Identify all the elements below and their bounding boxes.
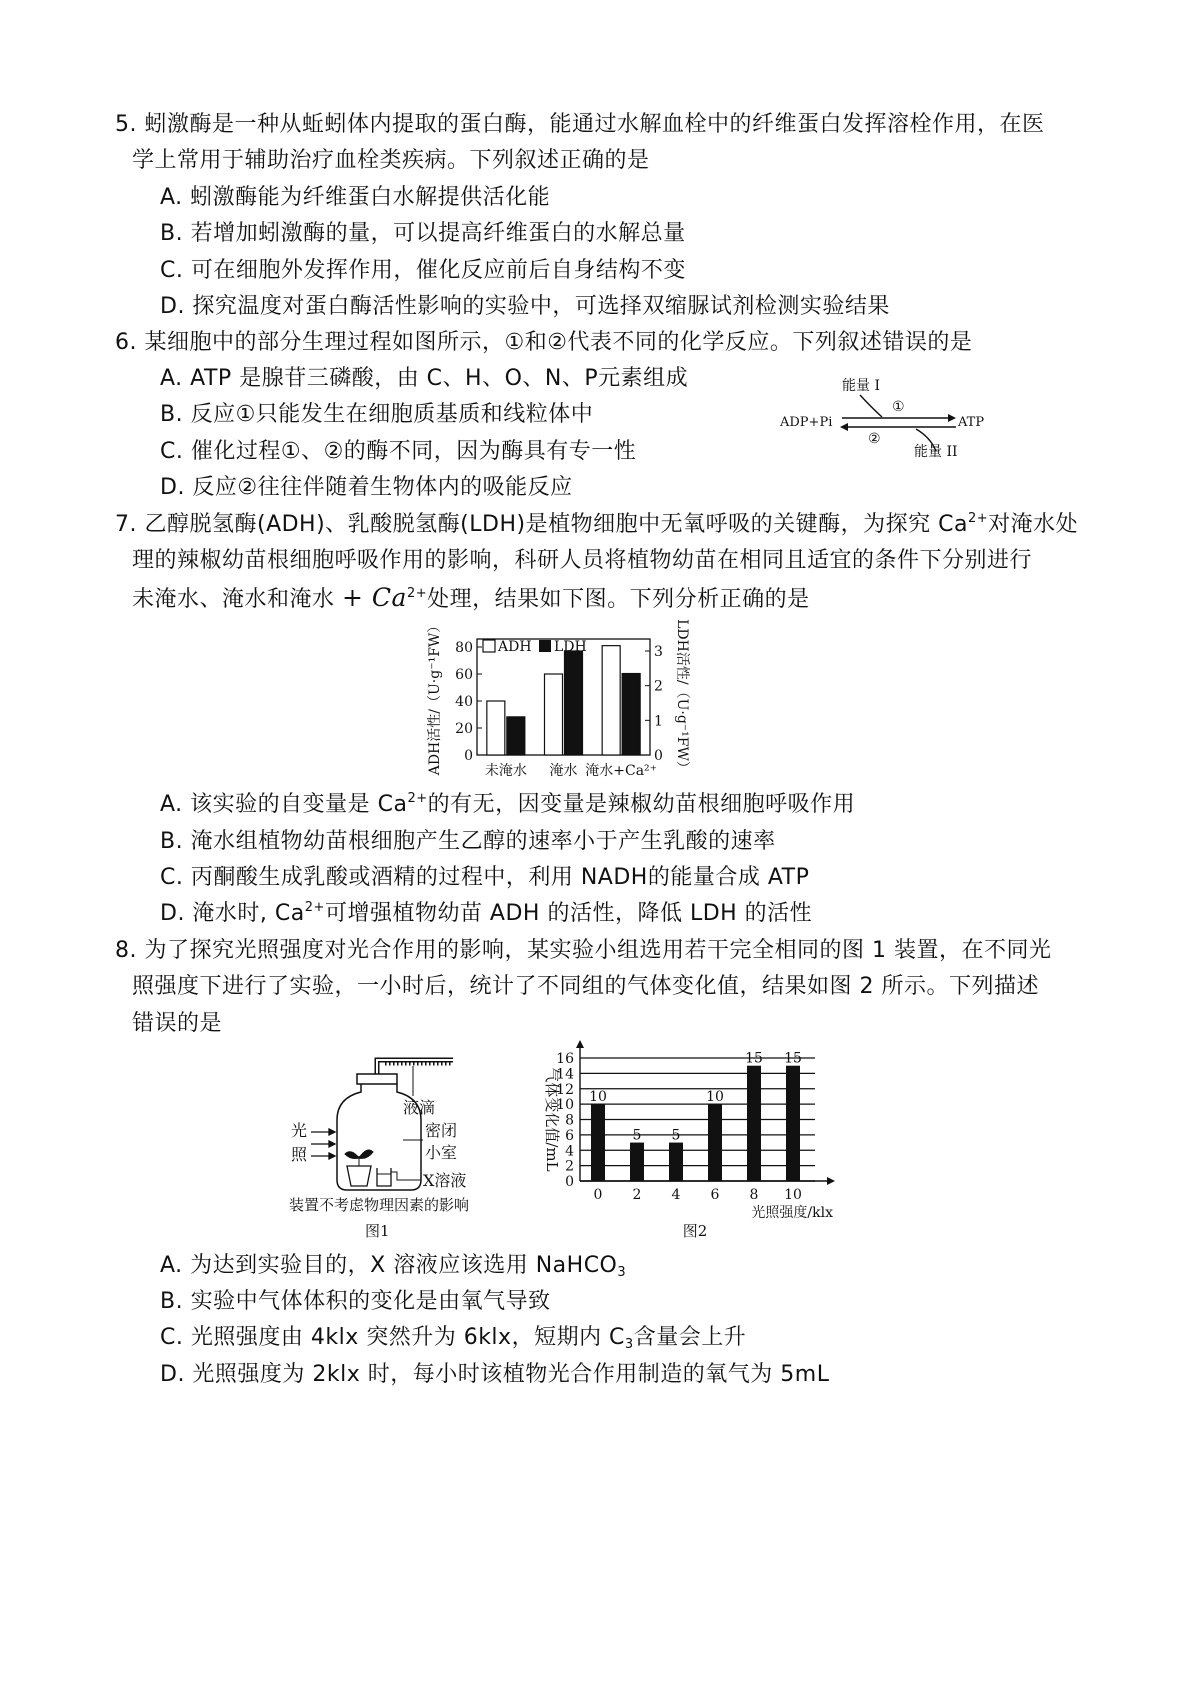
enzyme-activity-chart [420,615,720,785]
sealed-label-1: 密闭 [425,1121,458,1140]
energy-1-label: 能量 I [842,378,880,394]
q7-d-sup: 2+ [304,900,325,915]
data-label: 5 [632,1127,642,1144]
y-axis-arrow [576,1040,584,1048]
y2-axis-label: LDH活性/（U·g⁻¹FW） [674,619,690,775]
q8-stem-line1: 8. 为了探究光照强度对光合作用的影响，某实验小组选用若干完全相同的图 1 装置，在不同光 [115,938,1052,963]
q6-option-a: A. ATP 是腺苷三磷酸，由 C、H、O、N、P元素组成 [160,366,689,391]
x-tick-label: 0 [593,1187,603,1203]
q8-stem-line2: 照强度下进行了实验，一小时后，统计了不同组的气体变化值，结果如图 2 所示。下列描述 [132,974,1039,999]
x-tick-label: 6 [710,1187,720,1203]
bar [747,1066,761,1181]
q7-option-d [160,899,812,929]
y-tick-label: 16 [556,1051,574,1067]
q7-stem-line2: 理的辣椒幼苗根细胞呼吸作用的影响，科研人员将植物幼苗在相同且适宜的条件下分别进行 [132,548,1033,573]
fig2-caption: 图2 [682,1222,708,1240]
atp-cycle-diagram [780,373,1000,463]
y-tick-label: 80 [455,640,473,656]
x-tick-label: 淹水+Ca²⁺ [585,763,658,779]
q8-stem-line3: 错误的是 [132,1011,223,1036]
reverse-arrow-head [840,423,848,431]
x-tick-label: 淹水 [549,763,578,779]
bar [786,1066,800,1181]
y-tick-label: 2 [565,1158,574,1175]
sealed-label-2: 小室 [425,1143,458,1162]
beaker [377,1168,391,1186]
x-axis-label: 光照强度/klx [751,1205,833,1221]
energy-1-arrow [860,395,882,417]
q7-option-c: C. 丙酮酸生成乳酸或酒精的过程中，利用 NADH的能量合成 ATP [160,865,810,890]
x-tick-label: 未淹水 [484,763,527,779]
y-tick-label: 20 [455,721,473,737]
q7-line1-sup: 2+ [967,511,989,526]
y-tick-label: 60 [455,667,473,683]
x-tick-label: 10 [784,1187,802,1203]
q7-stem-line1 [115,510,1078,540]
y-tick-label: 0 [464,748,473,764]
y-tick-label: 8 [565,1112,574,1129]
glass-tube [377,1060,453,1074]
bar-adh [487,701,505,755]
bar-ldh [622,674,640,755]
q7-a-text: A. 该实验的自变量是 Ca [160,792,408,817]
q8-c-text-end: 含量会上升 [633,1325,747,1350]
q7-line3-sup: 2+ [406,586,428,601]
y-tick-label: 0 [565,1174,574,1190]
solution-label: X溶液 [423,1171,467,1190]
q5-option-d: D. 探究温度对蛋白酶活性影响的实验中，可选择双缩脲试剂检测实验结果 [160,294,890,319]
y-tick-label: 4 [565,1143,574,1160]
adp-label: ADP+Pi [780,415,833,430]
stopper [357,1074,397,1084]
q7-a-text-end: 的有无，因变量是辣椒幼苗根细胞呼吸作用 [427,792,856,817]
q7-a-sup: 2+ [407,791,428,806]
q7-line1-text: 7. 乙醇脱氢酶(ADH)、乳酸脱氢酶(LDH)是植物细胞中无氧呼吸的关键酶，为探究 Ca [115,512,968,537]
bar-ldh [507,717,525,755]
data-label: 15 [784,1050,802,1067]
q8-a-sub: 3 [617,1265,627,1280]
q5-stem-line1: 5. 蚓激酶是一种从蚯蚓体内提取的蛋白酶，能通过水解血栓中的纤维蛋白发挥溶栓作用，在医 [115,112,1045,137]
legend-label-adh: ADH [498,639,532,655]
atp-label: ATP [958,415,985,430]
q8-option-b: B. 实验中气体体积的变化是由氧气导致 [160,1289,551,1314]
plant-leaves [345,1150,373,1166]
y2-tick-label: 1 [654,713,663,730]
x-tick-label: 8 [749,1187,759,1203]
reaction-1-label: ① [892,399,905,415]
data-label: 10 [589,1089,607,1106]
q6-option-b: B. 反应①只能发生在细胞质基质和线粒体中 [160,402,594,427]
x-tick-label: 4 [671,1187,681,1203]
y2-tick-label: 0 [654,748,663,764]
x-axis-arrow [827,1177,835,1185]
q8-option-c [160,1323,746,1353]
drop-label: 液滴 [403,1098,436,1117]
y-tick-label: 14 [556,1066,574,1083]
q7-line1-text-end: 对淹水处 [988,512,1079,537]
q7-line3-text-end: 处理，结果如下图。下列分析正确的是 [427,587,810,612]
q8-option-d: D. 光照强度为 2klx 时，每小时该植物光合作用制造的氧气为 5mL [160,1362,830,1387]
light-label-2: 照 [291,1145,308,1164]
fig1-caption: 图1 [365,1222,390,1240]
y-axis-label: 气体变化值/mL [543,1067,561,1172]
q5-option-c: C. 可在细胞外发挥作用，催化反应前后自身结构不变 [160,258,686,283]
q8-a-text: A. 为达到实验目的，X 溶液应该选用 NaHCO [160,1253,618,1278]
y-tick-label: 12 [556,1081,574,1098]
y2-tick-label: 3 [654,644,663,660]
solution-leader [391,1172,421,1180]
q6-stem-line1: 6. 某细胞中的部分生理过程如图所示，①和②代表不同的化学反应。下列叙述错误的是 [115,330,973,355]
q8-c-sub: 3 [624,1337,634,1352]
bar-adh [545,674,563,755]
forward-arrow-head [948,414,956,422]
q7-stem-line3 [132,583,810,615]
bar [669,1143,683,1181]
data-label: 5 [671,1127,681,1144]
legend-label-ldh: LDH [554,639,587,655]
q5-stem-line2: 学上常用于辅助治疗血栓类疾病。下列叙述正确的是 [132,148,650,173]
y-tick-label: 40 [455,694,473,710]
q7-option-a [160,790,855,820]
bar [708,1104,722,1181]
bar [630,1143,644,1181]
gas-change-chart [535,1040,835,1240]
data-label: 10 [706,1089,724,1106]
q7-option-b: B. 淹水组植物幼苗根细胞产生乙醇的速率小于产生乳酸的速率 [160,829,776,854]
data-label: 15 [745,1050,763,1067]
plant-pot [347,1166,371,1186]
q5-option-a: A. 蚓激酶能为纤维蛋白水解提供活化能 [160,185,551,210]
q8-c-text: C. 光照强度由 4klx 突然升为 6klx，短期内 C [160,1325,625,1350]
bar [591,1104,605,1181]
q6-option-c: C. 催化过程①、②的酶不同，因为酶具有专一性 [160,439,637,464]
y-tick-label: 10 [556,1097,574,1114]
y-axis-label: ADH活性/（U·g⁻¹FW） [427,618,443,776]
q6-option-d: D. 反应②往往伴随着生物体内的吸能反应 [160,475,573,500]
q5-option-b: B. 若增加蚓激酶的量，可以提高纤维蛋白的水解总量 [160,221,686,246]
q7-d-text-end: 可增强植物幼苗 ADH 的活性，降低 LDH 的活性 [324,901,813,926]
q8-option-a [160,1251,626,1281]
q7-d-text: D. 淹水时, Ca [160,901,305,926]
reaction-2-label: ② [868,431,881,447]
y2-tick-label: 2 [654,678,663,695]
x-tick-label: 2 [632,1187,642,1203]
q7-line3-text: 未淹水、淹水和淹水 [132,587,335,612]
q7-line3-ca: + Ca [342,583,407,612]
y-tick-label: 6 [565,1127,574,1144]
fig1-note: 装置不考虑物理因素的影响 [289,1196,470,1214]
energy-2-label: 能量 II [914,444,958,460]
legend-swatch-ldh [539,640,551,652]
bar-adh [602,646,620,755]
legend-swatch-adh [483,640,495,652]
light-label-1: 光 [291,1121,308,1140]
bar-ldh [565,651,583,755]
figure1-apparatus [285,1040,515,1240]
light-arrows [311,1129,335,1159]
